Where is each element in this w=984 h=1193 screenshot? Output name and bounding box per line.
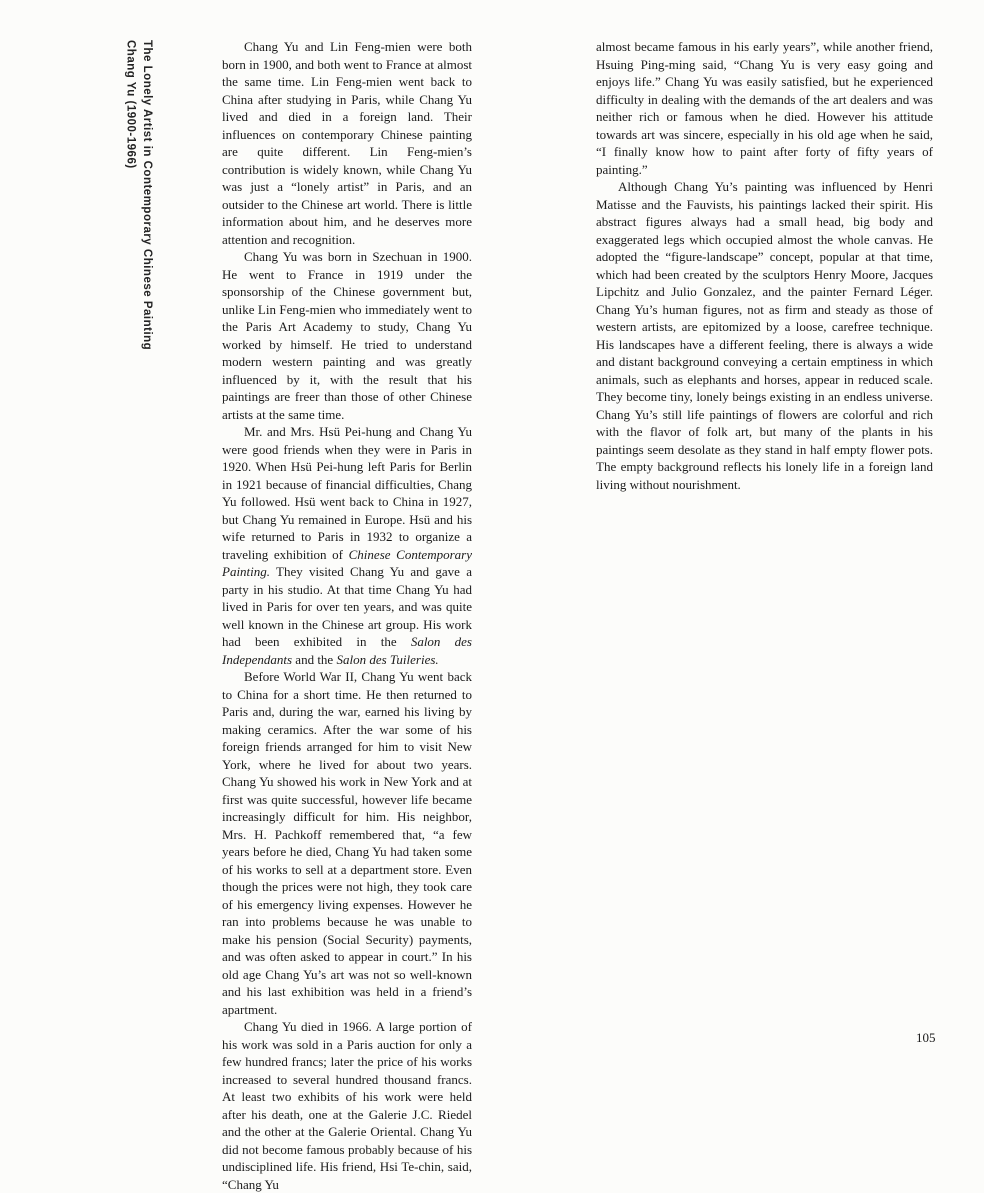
text-column-right (596, 38, 933, 493)
text-run: Chang Yu was born in Szechuan in 1900. He went to France in 1919 under the sponsorship of the Chinese government but, unlike Lin Feng-mien who immediately went to the Paris Art Academy to study, Chang Yu worked by himself. He tried to understand modern western painting and was greatly influenced by it, with the result that his paintings are freer than those of other Chinese artists at the same time. (222, 249, 472, 422)
paragraph (596, 178, 933, 493)
text-column-left (222, 38, 472, 1193)
paragraph (222, 248, 472, 423)
text-run: Chang Yu and Lin Feng-mien were both born in 1900, and both went to France at almost the same time. Lin Feng-mien went back to China after studying in Paris, while Chang Yu lived and died in a foreign land. Their influences on contemporary Chinese painting are quite different. Lin Feng-mien’s contribution is widely known, while Chang Yu was just a “lonely artist” in Paris, and an outsider to the Chinese art world. There is little information about him, and he deserves more attention and recognition. (222, 39, 472, 247)
page-number: 105 (916, 1030, 936, 1045)
text-run: Although Chang Yu’s painting was influenced by Henri Matisse and the Fauvists, his paintings lacked their spirit. His abstract figures always had a small head, big body and exaggerated legs which occupied almost the whole canvas. He adopted the “figure-landscape” concept, popular at that time, which had been created by the sculptors Henry Moore, Jacques Lipchitz and Julio Gonzalez, and the painter Fernard Léger. Chang Yu’s human figures, not as firm and steady as those of western artists, are epitomized by a loose, carefree technique. His landscapes have a different feeling, there is always a wide and distant background conveying a certain emptiness in which animals, such as elephants and horses, appear in reduced scale. They become tiny, lonely beings existing in an endless universe. Chang Yu’s still life paintings of flowers are colorful and rich with the flavor of folk art, but many of the plants in his paintings seem desolate as they stand in half empty flower pots. The empty background reflects his lonely life in a foreign land living without nourishment. (596, 179, 933, 492)
chapter-title-line2: The Lonely Artist in Contemporary Chinese Painting (141, 40, 154, 351)
text-run: They visited Chang Yu and gave a party in his studio. At that time Chang Yu had lived in Paris for over ten years, and was quite well known in the Chinese art group. His work had been exhibited in the (222, 564, 472, 649)
text-run: Chang Yu died in 1966. A large portion of his work was sold in a Paris auction for only a few hundred francs; later the price of his works increased to several hundred thousand francs. At least two exhibits of his work were held after his death, one at the Galerie J.C. Riedel and the other at the Galerie Oriental. Chang Yu did not become famous probably because of his undisciplined life. His friend, Hsi Te-chin, said, “Chang Yu (222, 1019, 472, 1192)
italic-text-run: Chinese Contemporary Painting. (222, 546, 472, 579)
text-run: and the (292, 651, 337, 667)
italic-text-run: Salon des Tuileries. (336, 651, 439, 667)
paragraph (222, 423, 472, 668)
italic-text-run: Salon des Independants (222, 634, 472, 667)
chapter-title-line1: Chang Yu (1900-1966) (124, 40, 137, 169)
text-run: Mr. and Mrs. Hsü Pei-hung and Chang Yu were good friends when they were in Paris in 1920. When Hsü Pei-hung left Paris for Berlin in 1921 because of financial difficulties, Chang Yu followed. Hsü went back to China in 1927, but Chang Yu remained in Europe. Hsü and his wife returned to Paris in 1932 to organize a traveling exhibition of (222, 424, 472, 562)
paragraph (222, 668, 472, 1018)
text-run: almost became famous in his early years”, while another friend, Hsuing Ping-ming said, “Chang Yu is very easy going and enjoys life.” Chang Yu was easily satisfied, but he experienced difficulty in dealing with the demands of the art dealers and was neither rich or famous when he died. However his attitude towards art was sincere, especially in his old age when he said, “I finally know how to paint after forty of fifty years of painting.” (596, 39, 933, 177)
chapter-title-vertical (121, 40, 155, 350)
paragraph (222, 1018, 472, 1193)
paragraph (222, 38, 472, 248)
paragraph (596, 38, 933, 178)
text-run: Before World War II, Chang Yu went back to China for a short time. He then returned to Paris and, during the war, earned his living by making ceramics. After the war some of his foreign friends arranged for him to visit New York, where he lived for about two years. Chang Yu showed his work in New York and at first was quite successful, however life became increasingly difficult for him. His neighbor, Mrs. H. Pachkoff remembered that, “a few years before he died, Chang Yu had taken some of his works to sell at a department store. Even though the prices were not high, they took care of his emergency living expenses. However he ran into problems because he was unable to make his pension (Social Security) payments, and was often asked to appear in court.” In his old age Chang Yu’s art was not so well-known and his last exhibition was held in a friend’s apartment. (222, 669, 472, 1017)
